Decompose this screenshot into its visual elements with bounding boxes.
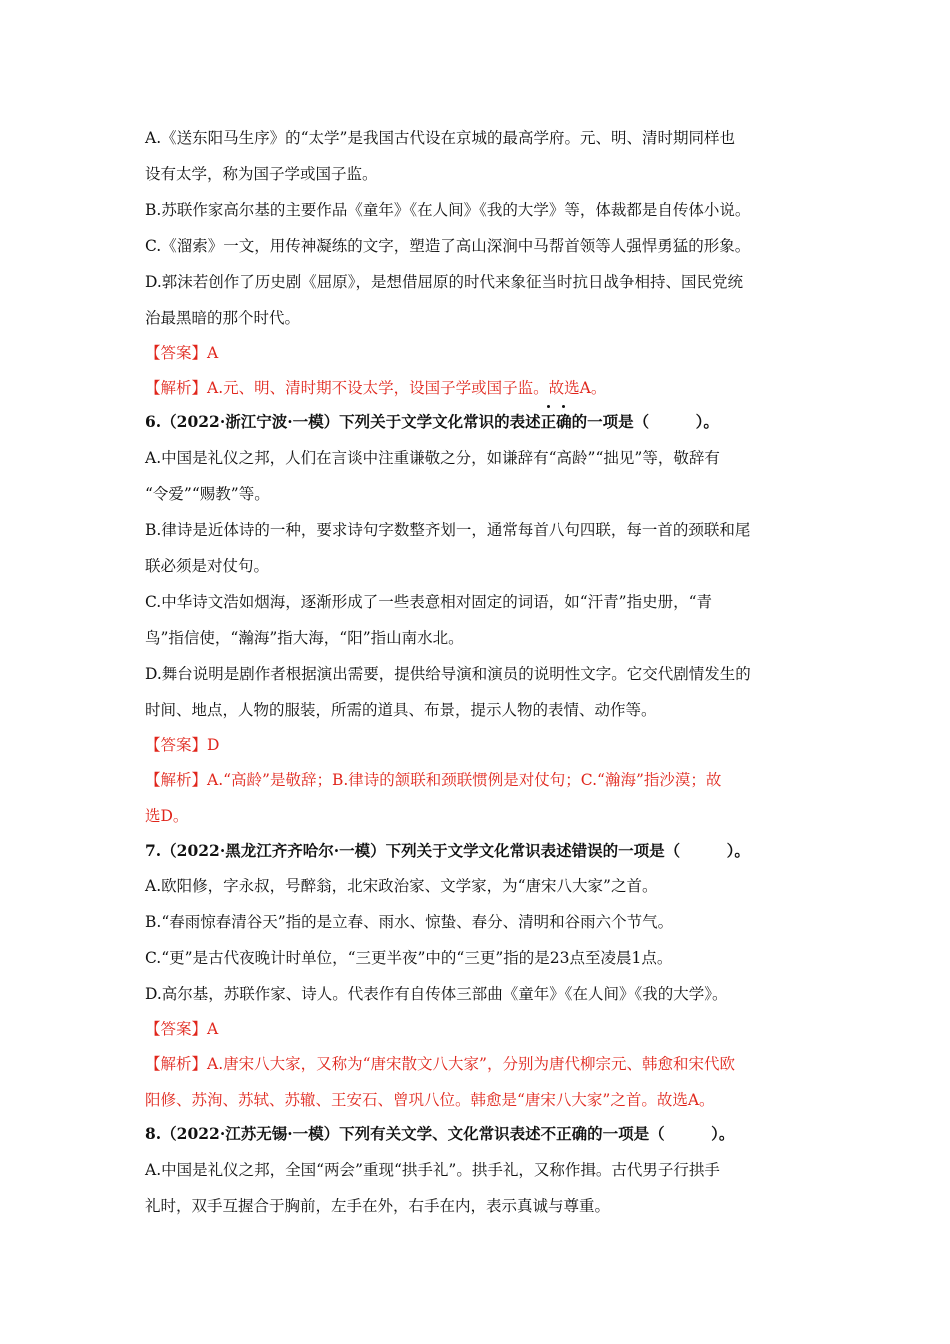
q7-analysis-line2: 阳修、苏洵、苏轼、苏辙、王安石、曾巩八位。韩愈是“唐宋八大家”之首。故选A。 [145,1091,715,1109]
q5-option-a-line2: 设有太学，称为国子学或国子监。 [145,165,378,183]
q6-emphasis-char-1: 正 [541,412,557,432]
q6-option-a-line2: “令爱”“赐教”等。 [145,485,270,503]
q7-option-d: D.高尔基，苏联作家、诗人。代表作有自传体三部曲《童年》《在人间》《我的大学》。 [145,985,728,1003]
q5-option-d-line2: 治最黑暗的那个时代。 [145,309,301,327]
q7-question: 7.（2022·黑龙江齐齐哈尔·一模）下列关于文学文化常识表述错误的一项是（ ）。 [145,841,750,860]
q6-option-c-line1: C.中华诗文浩如烟海，逐渐形成了一些表意相对固定的词语，如“汗青”指史册，“青 [145,593,713,611]
q6-analysis-line1: 【解析】A.“高龄”是敬辞；B.律诗的颔联和颈联惯例是对仗句；C.“瀚海”指沙漠；故 [145,771,722,789]
q6-option-d-line2: 时间、地点，人物的服装，所需的道具、布景，提示人物的表情、动作等。 [145,701,657,719]
q6-option-b-line2: 联必须是对仗句。 [145,557,270,575]
q7-option-a: A.欧阳修，字永叔，号醉翁，北宋政治家、文学家，为“唐宋八大家”之首。 [145,877,658,895]
q6-question-before: 6.（2022·浙江宁波·一模）下列关于文学文化常识的表述 [145,412,541,431]
q6-option-b-line1: B.律诗是近体诗的一种，要求诗句字数整齐划一，通常每首八句四联，每一首的颈联和尾 [145,521,751,539]
q5-option-c: C.《溜索》一文，用传神凝练的文字，塑造了高山深涧中马帮首领等人强悍勇猛的形象。 [145,237,751,255]
q6-answer: 【答案】D [145,736,220,754]
q7-option-b: B.“春雨惊春清谷天”指的是立春、雨水、惊蛰、春分、清明和谷雨六个节气。 [145,913,674,931]
q6-emphasis-char-2: 确 [556,412,572,432]
q8-option-a-line2: 礼时，双手互握合于胸前，左手在外，右手在内，表示真诚与尊重。 [145,1197,611,1215]
q5-option-a-line1: A.《送东阳马生序》的“太学”是我国古代设在京城的最高学府。元、明、清时期同样也 [145,129,735,147]
q6-option-a-line1: A.中国是礼仪之邦，人们在言谈中注重谦敬之分，如谦辞有“高龄”“拙见”等，敬辞有 [145,449,720,467]
q6-question [145,412,719,432]
q7-answer: 【答案】A [145,1020,219,1038]
q5-option-b: B.苏联作家高尔基的主要作品《童年》《在人间》《我的大学》等，体裁都是自传体小说。 [145,201,751,219]
q7-option-c: C.“更”是古代夜晚计时单位，“三更半夜”中的“三更”指的是23点至凌晨1点。 [145,949,673,967]
q6-option-c-line2: 鸟”指信使，“瀚海”指大海，“阳”指山南水北。 [145,629,464,647]
q8-option-a-line1: A.中国是礼仪之邦，全国“两会”重现“拱手礼”。拱手礼，又称作揖。古代男子行拱手 [145,1161,720,1179]
q5-option-d-line1: D.郭沫若创作了历史剧《屈原》，是想借屈原的时代来象征当时抗日战争相持、国民党统 [145,273,744,291]
q5-answer: 【答案】A [145,344,219,362]
q5-analysis: 【解析】A.元、明、清时期不设太学，设国子学或国子监。故选A。 [145,379,607,397]
q8-question: 8.（2022·江苏无锡·一模）下列有关文学、文化常识表述不正确的一项是（ ）。 [145,1124,735,1143]
q6-analysis-line2: 选D。 [145,807,189,825]
q6-question-after: 的一项是（ ）。 [571,412,719,431]
q7-analysis-line1: 【解析】A.唐宋八大家，又称为“唐宋散文八大家”，分别为唐代柳宗元、韩愈和宋代欧 [145,1055,735,1073]
q6-option-d-line1: D.舞台说明是剧作者根据演出需要，提供给导演和演员的说明性文字。它交代剧情发生的 [145,665,751,683]
